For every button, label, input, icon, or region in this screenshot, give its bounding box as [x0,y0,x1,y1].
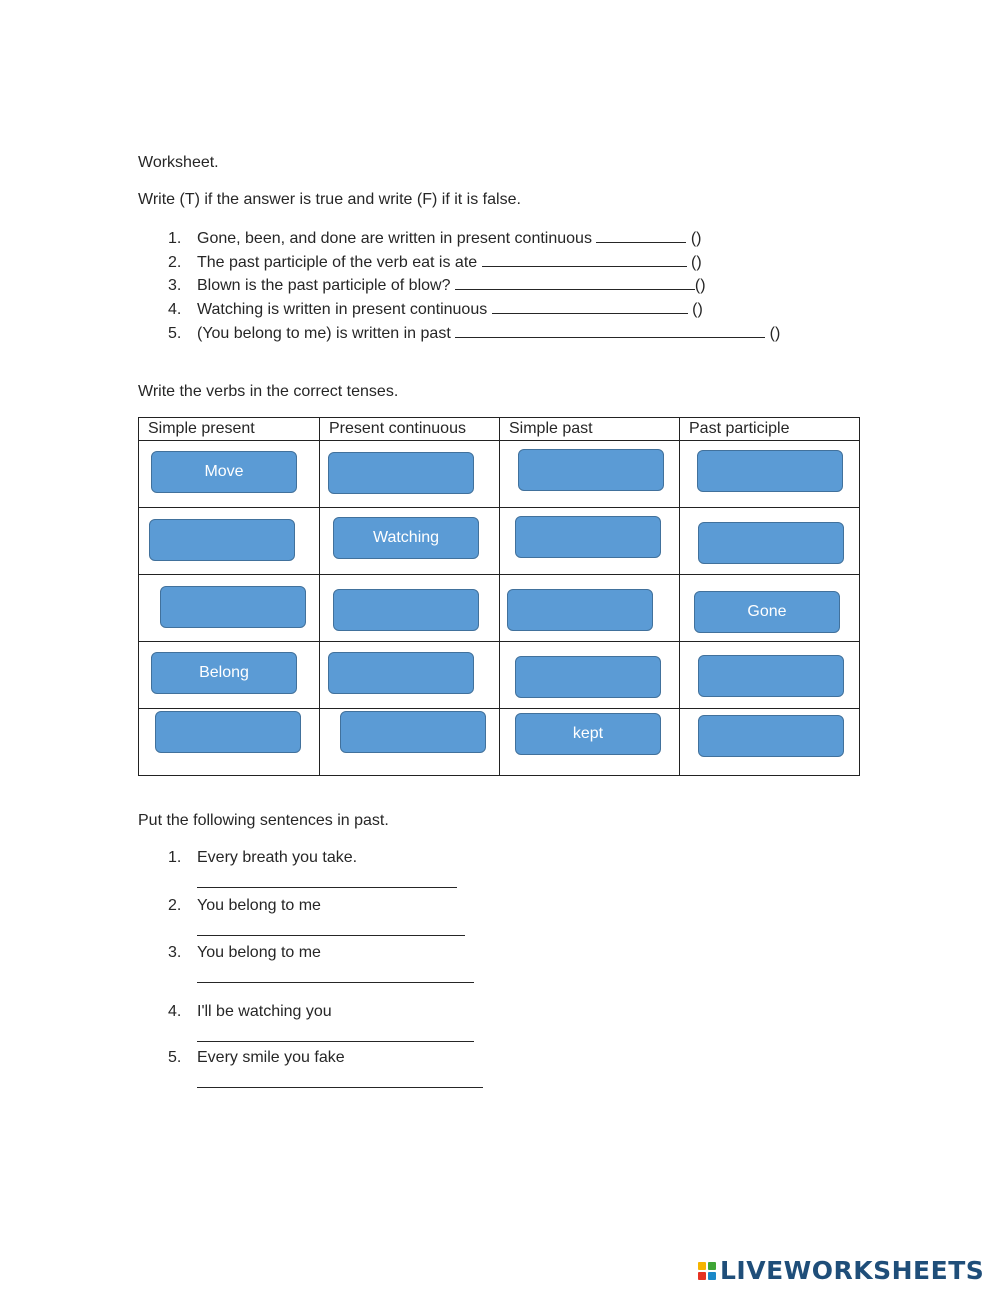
past-sentence-item [168,943,474,989]
past-sentence-item [168,1002,474,1048]
table-cell [500,508,680,575]
verb-answer-box[interactable] [515,516,661,558]
header-present-continuous: Present continuous [320,418,500,441]
answer-blank[interactable] [197,1072,483,1088]
verb-box-kept: kept [515,713,661,755]
verb-answer-box[interactable] [328,652,474,694]
past-sentence-item [168,1048,483,1094]
answer-parens: () [694,277,706,294]
answer-blank[interactable] [197,872,457,888]
item-number: 2. [168,254,182,271]
item-number: 4. [168,1003,182,1020]
verb-answer-box[interactable] [698,715,844,757]
item-text: The past participle of the verb eat is ate [197,254,478,271]
answer-blank[interactable] [197,1026,474,1042]
true-false-item [168,298,703,320]
table-cell [680,642,860,709]
item-text: You belong to me [197,944,321,961]
table-cell [139,575,320,642]
answer-line-wrap [197,1072,483,1094]
answer-line-wrap [197,872,457,894]
true-false-item [168,322,780,344]
header-simple-present: Simple present [139,418,320,441]
table-cell [500,709,680,776]
header-simple-past: Simple past [500,418,680,441]
answer-blank[interactable] [455,274,695,290]
item-number: 1. [168,849,182,866]
verb-box-belong: Belong [151,652,297,694]
verb-answer-box[interactable] [160,586,306,628]
answer-parens: () [686,230,702,247]
verb-answer-box[interactable] [698,522,844,564]
item-text: Watching is written in present continuous [197,301,488,318]
table-row [139,575,860,642]
instruction-true-false: Write (T) if the answer is true and write (F) if it is false. [138,191,521,208]
verb-answer-box[interactable] [333,589,479,631]
verb-tenses-table [138,417,860,776]
table-cell [320,441,500,508]
answer-blank[interactable] [197,920,465,936]
verb-answer-box[interactable] [340,711,486,753]
item-number: 1. [168,230,182,247]
table-cell [320,575,500,642]
worksheet-title: Worksheet. [138,154,219,171]
answer-line-wrap [197,1026,474,1048]
logo-square [698,1272,706,1280]
answer-blank[interactable] [492,298,688,314]
header-past-participle: Past participle [680,418,860,441]
item-text: (You belong to me) is written in past [197,325,451,342]
verb-box-watching: Watching [333,517,479,559]
liveworksheets-logo-icon [698,1262,716,1280]
past-sentence-item [168,848,457,894]
logo-square [708,1272,716,1280]
item-text: Every breath you take. [197,849,358,866]
verb-box-move: Move [151,451,297,493]
answer-line-wrap [197,967,474,989]
answer-blank[interactable] [596,227,686,243]
table-cell [320,709,500,776]
table-cell [680,709,860,776]
table-cell [500,575,680,642]
verb-answer-box[interactable] [698,655,844,697]
table-cell [500,642,680,709]
table-cell [680,575,860,642]
table-cell [139,441,320,508]
item-text: You belong to me [197,897,321,914]
item-number: 3. [168,944,182,961]
logo-square [698,1262,706,1270]
answer-blank[interactable] [455,322,765,338]
answer-parens: () [687,301,703,318]
true-false-item [168,274,706,296]
table-row [139,508,860,575]
verb-answer-box[interactable] [518,449,664,491]
verb-answer-box[interactable] [328,452,474,494]
item-number: 2. [168,897,182,914]
verb-answer-box[interactable] [515,656,661,698]
verb-box-gone: Gone [694,591,840,633]
table-cell [680,441,860,508]
item-number: 5. [168,325,182,342]
table-row [139,642,860,709]
item-text: I'll be watching you [197,1003,332,1020]
answer-parens: () [686,254,702,271]
table-cell [320,642,500,709]
logo-square [708,1262,716,1270]
answer-blank[interactable] [197,967,474,983]
item-text: Every smile you fake [197,1049,345,1066]
true-false-item [168,227,702,249]
past-sentence-item [168,896,465,942]
verb-answer-box[interactable] [697,450,843,492]
answer-blank[interactable] [482,251,687,267]
table-cell [500,441,680,508]
instruction-past-sentences: Put the following sentences in past. [138,812,389,829]
answer-line-wrap [197,920,465,942]
verb-answer-box[interactable] [155,711,301,753]
table-row [139,709,860,776]
table-cell [680,508,860,575]
item-number: 4. [168,301,182,318]
table-cell [139,508,320,575]
item-text: Gone, been, and done are written in present continuous [197,230,592,247]
item-number: 5. [168,1049,182,1066]
table-cell [139,642,320,709]
true-false-item [168,251,702,273]
item-text: Blown is the past participle of blow? [197,277,451,294]
liveworksheets-logo [698,1256,984,1285]
instruction-verb-tenses: Write the verbs in the correct tenses. [138,383,399,400]
table-cell [139,709,320,776]
table-row [139,441,860,508]
answer-parens: () [765,325,781,342]
verb-answer-box[interactable] [149,519,295,561]
table-cell [320,508,500,575]
liveworksheets-logo-text: LIVEWORKSHEETS [720,1256,985,1285]
item-number: 3. [168,277,182,294]
table-header-row [139,418,860,441]
verb-answer-box[interactable] [507,589,653,631]
